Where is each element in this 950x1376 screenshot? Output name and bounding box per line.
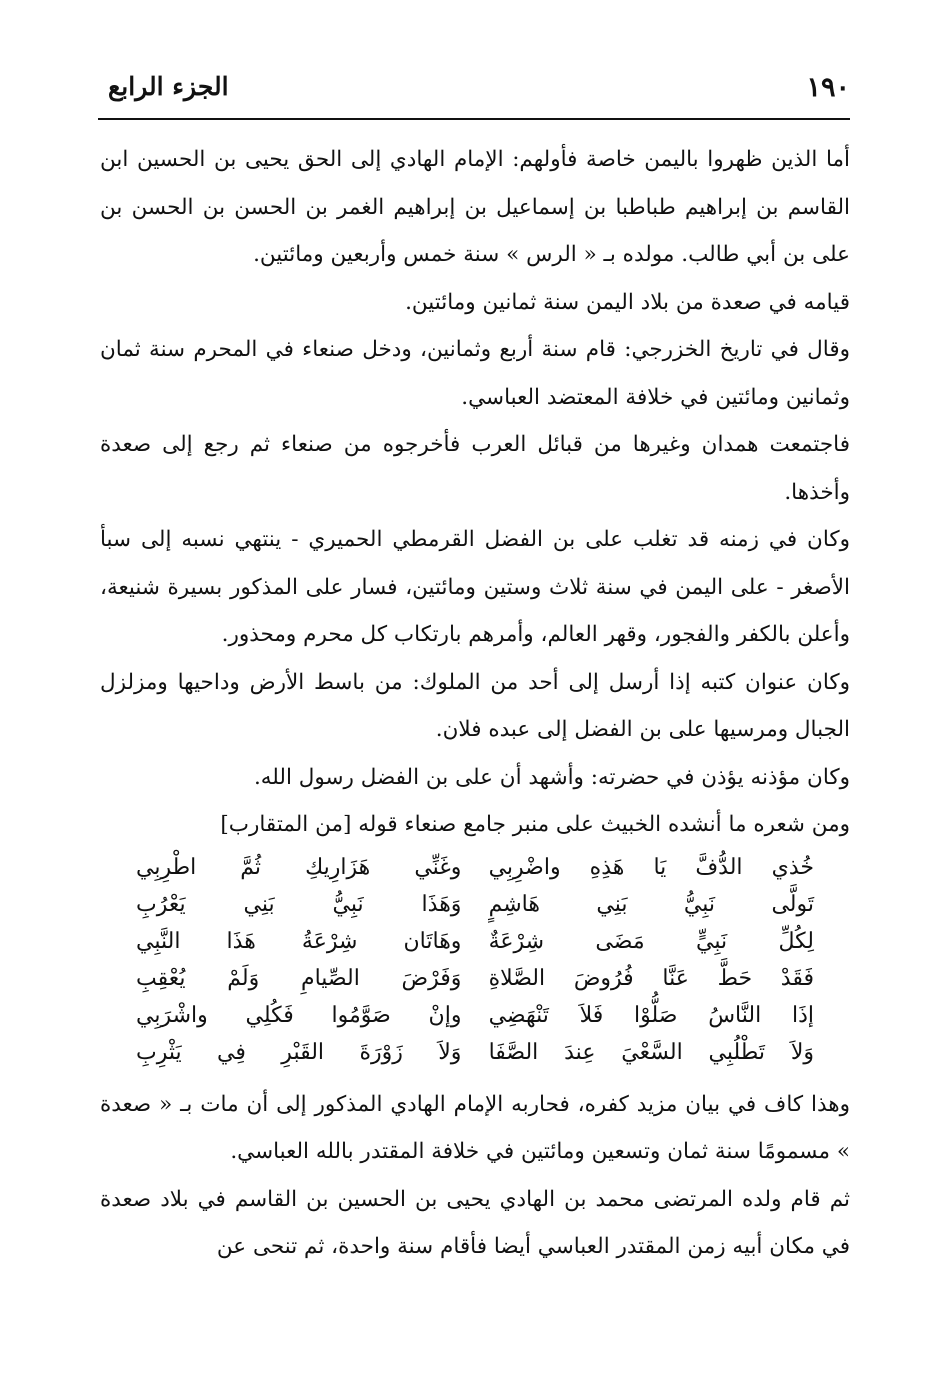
poem-verse [100,923,850,960]
verse-first-hemistich: إذَا النَّاسُ صَلُّوْا فَلاَ تَنْهَضِي [488,1002,814,1028]
paragraph: فاجتمعت همدان وغيرها من قبائل العرب فأخرجوه من صنعاء ثم رجع إلى صعدة وأخذها. [100,432,850,505]
verse-second-hemistich: وهَاتَان شِرْعَةُ هَذَا النَّبِي [136,928,462,954]
poem-verse [100,849,850,886]
poem-verse [100,1034,850,1071]
paragraph: وكان عنوان كتبه إذا أرسل إلى أحد من الملوك: من باسط الأرض وداحيها ومزلزل الجبال ومرسيها على بن الفضل إلى عبده فلان. [100,669,850,742]
paragraph: وهذا كاف في بيان مزيد كفره، فحاربه الإمام الهادي المذكور إلى أن مات بـ « صعدة » مسمومًا سنة ثمان وتسعين ومائتين في خلافة المقتدر بالله العباسي. [100,1091,850,1164]
paragraph: وقال في تاريخ الخزرجي: قام سنة أربع وثمانين، ودخل صنعاء في المحرم سنة ثمان وثمانين ومائتين في خلافة المعتضد العباسي. [100,337,850,410]
verse-first-hemistich: فَقَدْ حَطَّ عَنَّا فُرُوضَ الصَّلاةِ [488,965,814,991]
verse-first-hemistich: لِكُلِّ نَبِيٍّ مَضَى شِرْعَةٌ [488,928,814,954]
paragraph: ثم قام ولده المرتضى محمد بن الهادي يحيى بن الحسين بن القاسم في بلاد صعدة في مكان أبيه زمن المقتدر العباسي أيضا فأقام سنة واحدة، ثم تنحى عن [100,1186,850,1259]
verse-first-hemistich: خُذي الدُّفَّ يَا هَذِهِ واضْرِبِي [488,854,814,880]
verse-second-hemistich: وَلاَ زَوْرَةَ القَبْرِ فِي يَثْرِبِ [136,1039,462,1065]
verse-second-hemistich: وإنْ صَوَّمُوا فَكُلِي واشْرَبِي [136,1002,462,1028]
poem-verse [100,886,850,923]
verse-first-hemistich: وَلاَ تَطْلُبِي السَّعْيَ عِندَ الصَّفَا [488,1039,814,1065]
paragraph: وكان في زمنه قد تغلب على بن الفضل القرمطي الحميري - ينتهي نسبه إلى سبأ الأصغر - على اليمن في سنة ثلاث وستين ومائتين، فسار على المذكور بسيرة شنيعة، وأعلن بالكفر والفجور، وقهر العالم، وأمرهم بارتكاب كل محرم ومحذور. [100,527,850,647]
paragraph: قيامه في صعدة من بلاد اليمن سنة ثمانين ومائتين. [405,289,850,315]
paragraph: أما الذين ظهروا باليمن خاصة فأولهم: الإمام الهادي إلى الحق يحيى بن الحسين ابن القاسم بن إبراهيم طباطبا بن إسماعيل بن إبراهيم الغمر بن الحسن بن الحسن بن على بن أبي طالب. مولده بـ « الرس » سنة خمس وأربعين ومائتين. [100,147,850,267]
paragraph: ومن شعره ما أنشده الخبيث على منبر جامع صنعاء قوله [من المتقارب] [220,812,850,837]
verse-second-hemistich: وَهَذَا نَبِيُّ بَنِي يَعْرُبِ [136,891,462,917]
poem-verse [100,960,850,997]
main-text [100,136,850,1271]
page-header [98,68,850,120]
running-title: الجزء الرابع [108,72,229,101]
poem [100,849,850,1071]
verse-second-hemistich: وَفَرْضَ الصِّيامِ وَلَمْ يُعْقِبِ [136,965,462,991]
poem-verse [100,997,850,1034]
verse-first-hemistich: تَولَّى نَبِيُّ بَنِي هَاشِمٍ [488,891,814,917]
page-number: ١٩٠ [806,72,850,103]
verse-second-hemistich: وغَنِّي هَزَارِيكِ ثُمَّ اطْرِبِي [136,854,462,880]
paragraph: وكان مؤذنه يؤذن في حضرته: وأشهد أن على بن الفضل رسول الله. [253,764,850,790]
